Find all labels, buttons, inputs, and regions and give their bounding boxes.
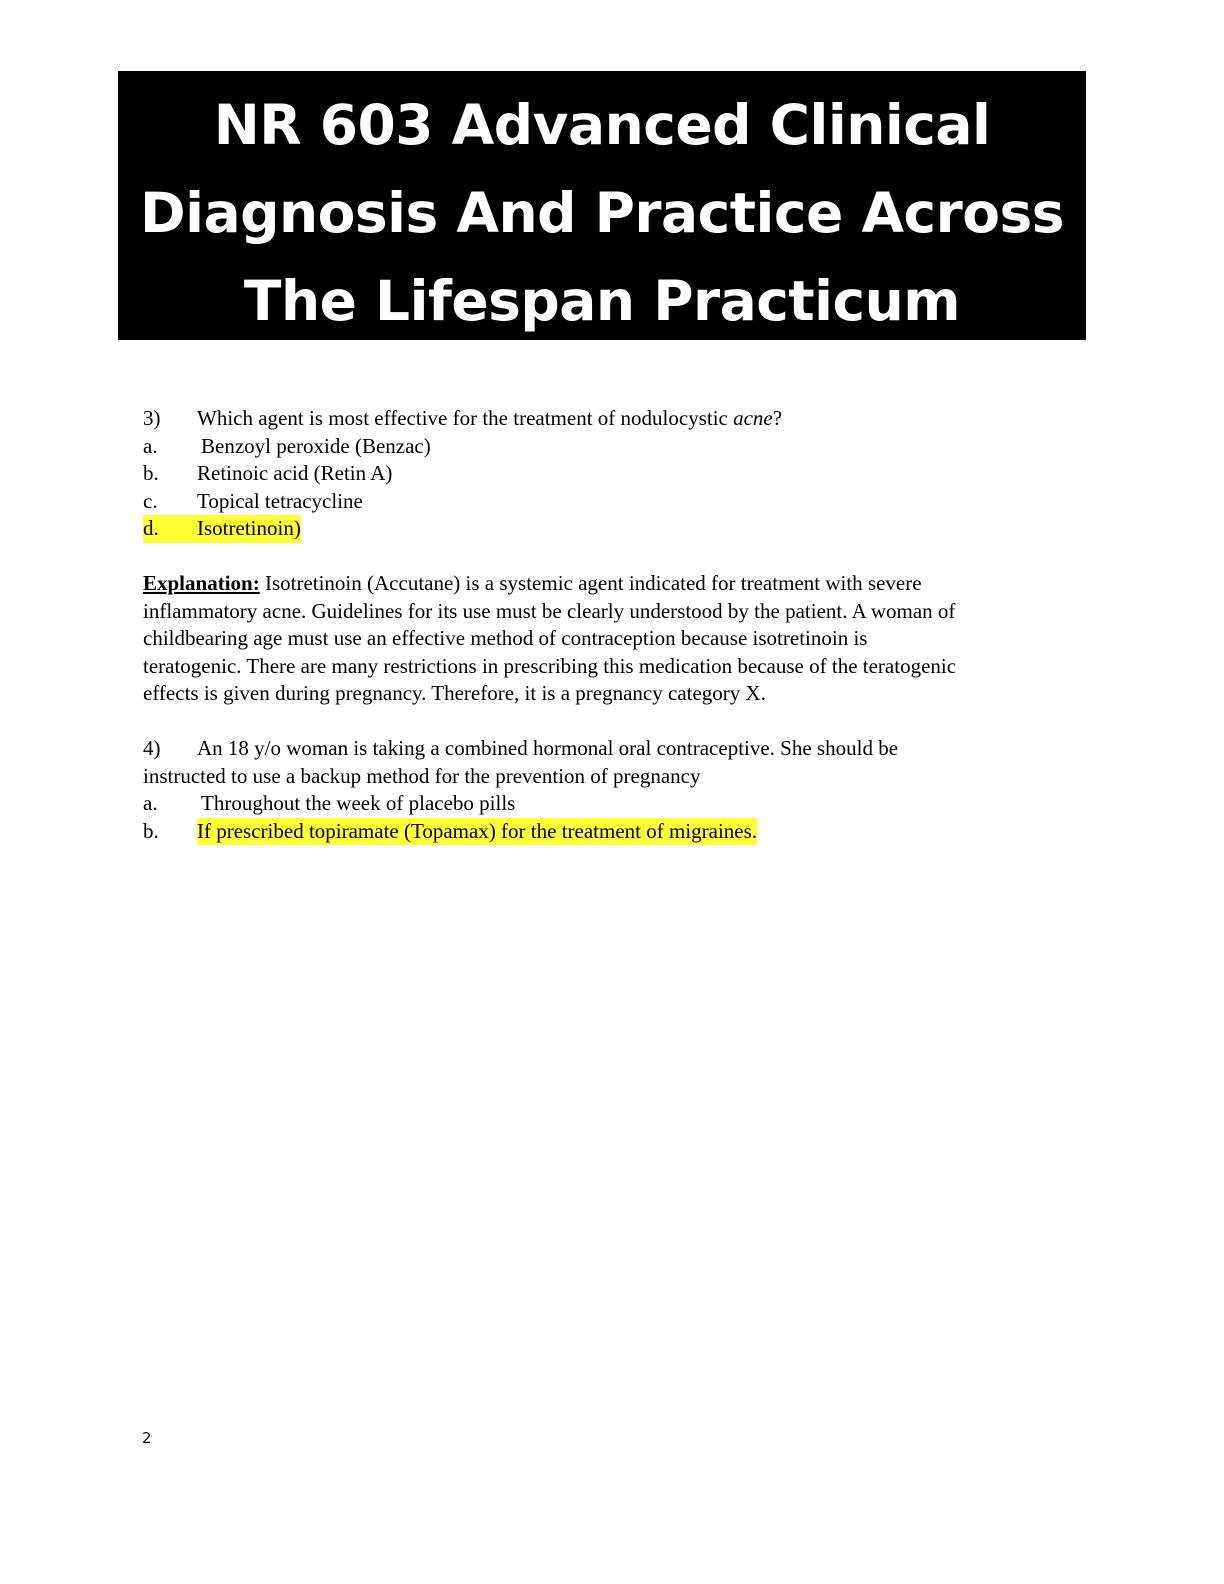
option-text: Retinoic acid (Retin A)	[197, 461, 393, 485]
explanation-line-2: inflammatory acne. Guidelines for its use must be clearly understood by the patient. A woman of	[143, 598, 956, 623]
explanation-label: Explanation:	[143, 571, 260, 595]
option-text: Topical tetracycline	[197, 488, 363, 513]
explanation-block	[143, 570, 1073, 708]
explanation-text-1: Isotretinoin (Accutane) is a systemic agent indicated for treatment with severe	[259, 571, 922, 595]
question-3-text-end: ?	[772, 406, 783, 430]
explanation-line-1	[143, 570, 1073, 598]
explanation-line-5: effects is given during pregnancy. Therefore, it is a pregnancy category X.	[143, 681, 766, 705]
question-3-option-a	[143, 433, 1073, 461]
question-4-option-b-correct	[143, 818, 1073, 846]
question-4-number: 4)	[143, 736, 161, 760]
option-letter: b.	[143, 461, 159, 485]
option-text: Throughout the week of placebo pills	[201, 791, 516, 815]
question-3-option-b	[143, 460, 1073, 488]
question-3-option-d-correct	[143, 515, 1073, 543]
question-4-text-line-2: instructed to use a backup method for the prevention of pregnancy	[143, 763, 701, 788]
option-text-highlighted: If prescribed topiramate (Topamax) for the treatment of migraines.	[197, 818, 757, 846]
question-3-text-start: Which agent is most effective for the treatment of nodulocystic	[197, 406, 734, 430]
question-3-text-italic: acne	[733, 406, 773, 430]
option-text: Isotretinoin)	[197, 515, 301, 543]
explanation-line-4: teratogenic. There are many restrictions in prescribing this medication because of the teratogenic	[143, 653, 957, 678]
question-3-option-c	[143, 488, 1073, 516]
option-letter: c.	[143, 488, 158, 513]
question-3-text	[197, 405, 782, 433]
option-letter: a.	[143, 791, 158, 815]
title-line-2: Diagnosis And Practice Across	[139, 181, 1065, 245]
option-letter: b.	[143, 818, 159, 843]
title-line-3: The Lifespan Practicum	[243, 269, 961, 333]
option-text: Benzoyl peroxide (Benzac)	[201, 433, 431, 458]
question-4-option-a	[143, 790, 1073, 818]
spacer	[143, 708, 1073, 736]
title-banner	[118, 71, 1086, 340]
question-3	[143, 405, 1073, 433]
title-line-1: NR 603 Advanced Clinical	[213, 93, 991, 157]
question-4	[143, 735, 1073, 763]
option-letter: d.	[143, 515, 197, 543]
question-4-text-line-1: An 18 y/o woman is taking a combined hormonal oral contraceptive. She should be	[197, 736, 899, 760]
page-number: 2	[142, 1429, 152, 1447]
question-3-number: 3)	[143, 406, 161, 430]
explanation-line-3: childbearing age must use an effective method of contraception because isotretinoin is	[143, 626, 868, 650]
option-letter: a.	[143, 433, 158, 458]
document-body	[143, 405, 1073, 845]
